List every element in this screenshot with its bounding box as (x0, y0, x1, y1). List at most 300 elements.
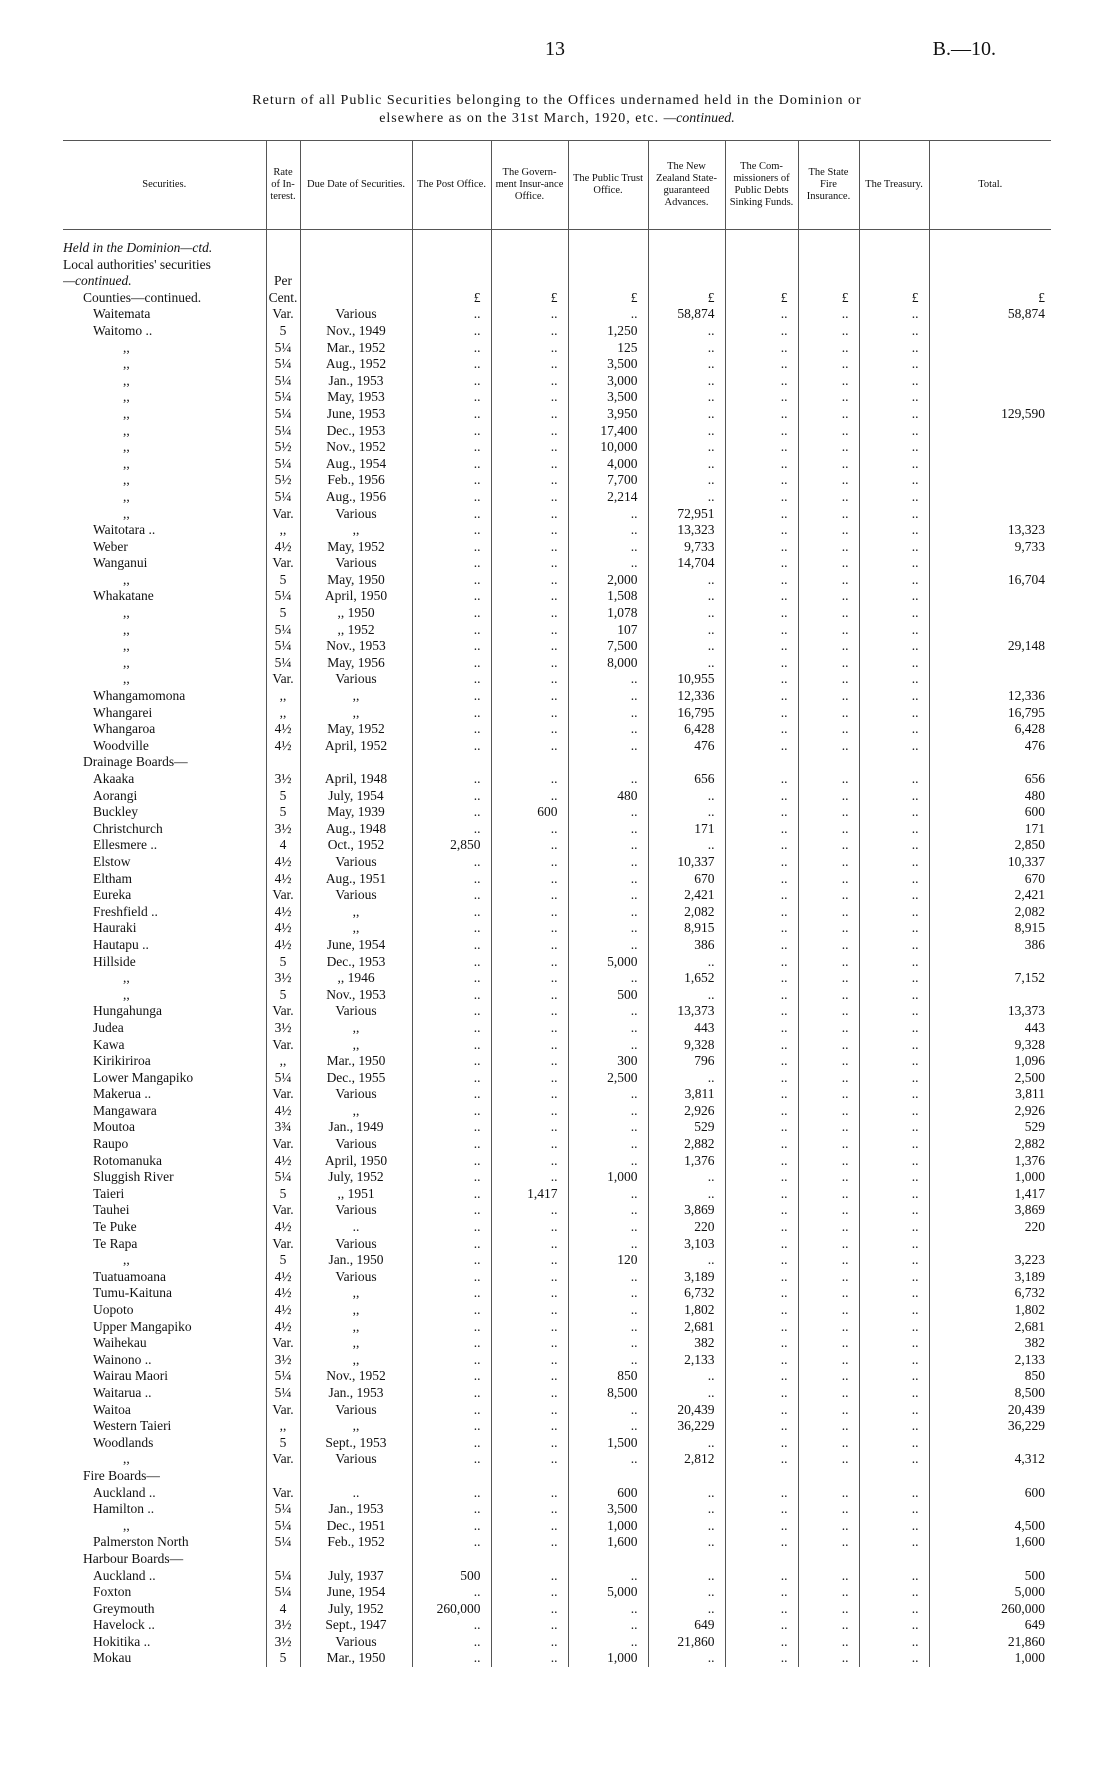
public-trust-cell: 3,500 (568, 389, 648, 406)
table-row (63, 1070, 1051, 1087)
state-fire-cell (798, 257, 859, 274)
rate-cell: 4½ (266, 721, 300, 738)
treasury-cell: .. (859, 887, 929, 904)
state-advances-cell: 9,328 (648, 1037, 725, 1054)
table-row (63, 1053, 1051, 1070)
total-cell (929, 423, 1051, 440)
state-advances-cell: .. (648, 1385, 725, 1402)
security-name-cell: Hungahunga (93, 1003, 162, 1019)
post-office-cell: .. (412, 1020, 491, 1037)
state-advances-cell: 10,955 (648, 671, 725, 688)
public-trust-cell: .. (568, 1601, 648, 1618)
sinking-funds-cell (725, 257, 798, 274)
security-name-cell: Wairau Maori (93, 1368, 169, 1384)
title-line2: elsewhere as on the 31st March, 1920, etc. (379, 111, 660, 126)
rate-cell: 4½ (266, 937, 300, 954)
treasury-cell: .. (859, 1352, 929, 1369)
rate-cell: Per (266, 273, 300, 290)
sinking-funds-cell: .. (725, 1086, 798, 1103)
table-row (63, 572, 1051, 589)
table-row (63, 1153, 1051, 1170)
security-name-cell: Hamilton .. (93, 1501, 155, 1517)
security-name-cell: Buckley (93, 804, 138, 820)
total-cell: 500 (929, 1568, 1051, 1585)
treasury-cell: .. (859, 472, 929, 489)
govt-insurance-cell: .. (491, 1153, 568, 1170)
post-office-cell: .. (412, 1534, 491, 1551)
sinking-funds-cell: .. (725, 1119, 798, 1136)
public-trust-cell: 8,000 (568, 655, 648, 672)
rate-cell: 5¼ (266, 588, 300, 605)
security-name-cell: Hautapu .. (93, 936, 149, 952)
rate-cell: 5¼ (266, 638, 300, 655)
due-date-cell: July, 1952 (300, 1601, 412, 1618)
state-advances-cell (648, 273, 725, 290)
state-advances-cell: 58,874 (648, 306, 725, 323)
govt-insurance-cell: .. (491, 821, 568, 838)
govt-insurance-cell: .. (491, 1302, 568, 1319)
table-row (63, 1568, 1051, 1585)
security-name-cell: Kirikiriroa (93, 1053, 151, 1069)
post-office-cell (412, 1468, 491, 1485)
sinking-funds-cell: .. (725, 721, 798, 738)
rate-cell: 5¼ (266, 1169, 300, 1186)
public-trust-cell: 1,500 (568, 1435, 648, 1452)
govt-insurance-cell: .. (491, 423, 568, 440)
public-trust-cell: 1,078 (568, 605, 648, 622)
total-cell (929, 472, 1051, 489)
table-row (63, 240, 1051, 257)
post-office-cell: .. (412, 987, 491, 1004)
sinking-funds-cell: .. (725, 323, 798, 340)
due-date-cell: ,, (300, 1335, 412, 1352)
post-office-cell: .. (412, 1634, 491, 1651)
table-row (63, 904, 1051, 921)
table-row (63, 788, 1051, 805)
govt-insurance-cell: .. (491, 1086, 568, 1103)
treasury-cell (859, 1551, 929, 1568)
govt-insurance-cell: .. (491, 871, 568, 888)
sinking-funds-cell: .. (725, 1252, 798, 1269)
treasury-cell: .. (859, 1086, 929, 1103)
due-date-cell: Aug., 1952 (300, 356, 412, 373)
due-date-cell: ,, (300, 1037, 412, 1054)
due-date-cell: ,, (300, 904, 412, 921)
post-office-cell: .. (412, 904, 491, 921)
security-name-cell: Sluggish River (93, 1169, 174, 1185)
table-row (63, 439, 1051, 456)
due-date-cell: Jan., 1950 (300, 1252, 412, 1269)
govt-insurance-cell (491, 754, 568, 771)
total-cell (929, 356, 1051, 373)
total-cell: 3,189 (929, 1269, 1051, 1286)
sinking-funds-cell: .. (725, 638, 798, 655)
sinking-funds-cell: .. (725, 1003, 798, 1020)
public-trust-cell (568, 1551, 648, 1568)
state-fire-cell: £ (798, 290, 859, 307)
treasury-cell: .. (859, 1136, 929, 1153)
security-name-cell: ,, (123, 638, 130, 654)
total-cell: 1,096 (929, 1053, 1051, 1070)
public-trust-cell: 2,500 (568, 1070, 648, 1087)
state-advances-cell: 8,915 (648, 920, 725, 937)
due-date-cell: Nov., 1952 (300, 439, 412, 456)
post-office-cell: .. (412, 1186, 491, 1203)
total-cell: 2,500 (929, 1070, 1051, 1087)
sinking-funds-cell: .. (725, 1518, 798, 1535)
security-name-cell: Fire Boards— (83, 1467, 160, 1483)
due-date-cell: ,, 1946 (300, 970, 412, 987)
security-name-cell: Waitemata (93, 306, 151, 322)
due-date-cell: May, 1952 (300, 721, 412, 738)
state-advances-cell: 6,428 (648, 721, 725, 738)
govt-insurance-cell: .. (491, 572, 568, 589)
table-row (63, 1650, 1051, 1667)
due-date-cell: June, 1953 (300, 406, 412, 423)
govt-insurance-cell: .. (491, 340, 568, 357)
state-advances-cell: £ (648, 290, 725, 307)
table-row (63, 1219, 1051, 1236)
sinking-funds-cell: .. (725, 854, 798, 871)
table-row (63, 721, 1051, 738)
due-date-cell (300, 1468, 412, 1485)
sinking-funds-cell (725, 1551, 798, 1568)
security-name-cell: ,, (123, 405, 130, 421)
col-state-fire-header: The State Fire Insurance. (798, 141, 859, 230)
total-cell: 3,869 (929, 1202, 1051, 1219)
treasury-cell: .. (859, 306, 929, 323)
post-office-cell: 2,850 (412, 837, 491, 854)
state-fire-cell: .. (798, 1285, 859, 1302)
public-trust-cell: 2,214 (568, 489, 648, 506)
public-trust-cell (568, 273, 648, 290)
state-advances-cell: .. (648, 1501, 725, 1518)
state-fire-cell: .. (798, 1402, 859, 1419)
table-row (63, 323, 1051, 340)
state-fire-cell: .. (798, 1518, 859, 1535)
treasury-cell: .. (859, 1119, 929, 1136)
post-office-cell: .. (412, 1319, 491, 1336)
rate-cell: 5¼ (266, 1584, 300, 1601)
post-office-cell: .. (412, 423, 491, 440)
sinking-funds-cell: .. (725, 1037, 798, 1054)
sinking-funds-cell: .. (725, 1269, 798, 1286)
total-cell: 29,148 (929, 638, 1051, 655)
state-fire-cell: .. (798, 1319, 859, 1336)
total-cell: 443 (929, 1020, 1051, 1037)
state-fire-cell: .. (798, 904, 859, 921)
table-row (63, 671, 1051, 688)
state-fire-cell: .. (798, 1584, 859, 1601)
treasury-cell: .. (859, 1319, 929, 1336)
table-row (63, 522, 1051, 539)
state-fire-cell: .. (798, 1136, 859, 1153)
state-fire-cell: .. (798, 1534, 859, 1551)
sinking-funds-cell: .. (725, 1302, 798, 1319)
govt-insurance-cell: .. (491, 1285, 568, 1302)
due-date-cell: Various (300, 1003, 412, 1020)
state-fire-cell: .. (798, 1169, 859, 1186)
security-name-cell: Hauraki (93, 920, 137, 936)
due-date-cell: Aug., 1948 (300, 821, 412, 838)
treasury-cell: .. (859, 688, 929, 705)
state-fire-cell: .. (798, 854, 859, 871)
state-advances-cell: .. (648, 572, 725, 589)
total-cell: 8,915 (929, 920, 1051, 937)
table-row (63, 472, 1051, 489)
post-office-cell: .. (412, 389, 491, 406)
sinking-funds-cell: .. (725, 1285, 798, 1302)
govt-insurance-cell (491, 257, 568, 274)
state-fire-cell: .. (798, 688, 859, 705)
treasury-cell: .. (859, 1302, 929, 1319)
treasury-cell: .. (859, 1070, 929, 1087)
state-advances-cell: 13,323 (648, 522, 725, 539)
table-row (63, 1451, 1051, 1468)
public-trust-cell: .. (568, 506, 648, 523)
post-office-cell: .. (412, 1252, 491, 1269)
state-advances-cell: 670 (648, 871, 725, 888)
govt-insurance-cell: .. (491, 1202, 568, 1219)
rate-cell: 4½ (266, 1103, 300, 1120)
rate-cell: 5¼ (266, 406, 300, 423)
state-fire-cell: .. (798, 1186, 859, 1203)
table-row (63, 1435, 1051, 1452)
total-cell (929, 1468, 1051, 1485)
state-fire-cell: .. (798, 1634, 859, 1651)
security-name-cell: Waitoa (93, 1401, 131, 1417)
state-advances-cell: 2,681 (648, 1319, 725, 1336)
govt-insurance-cell: .. (491, 1136, 568, 1153)
due-date-cell: Jan., 1953 (300, 1385, 412, 1402)
state-advances-cell: .. (648, 356, 725, 373)
rate-cell: ,, (266, 688, 300, 705)
sinking-funds-cell: .. (725, 572, 798, 589)
post-office-cell: .. (412, 456, 491, 473)
sinking-funds-cell: .. (725, 506, 798, 523)
due-date-cell: May, 1953 (300, 389, 412, 406)
total-cell: 16,704 (929, 572, 1051, 589)
post-office-cell: .. (412, 1236, 491, 1253)
security-name-cell: ,, (123, 970, 130, 986)
due-date-cell: Nov., 1953 (300, 638, 412, 655)
treasury-cell: .. (859, 389, 929, 406)
total-cell: 382 (929, 1335, 1051, 1352)
due-date-cell: Dec., 1955 (300, 1070, 412, 1087)
govt-insurance-cell: .. (491, 738, 568, 755)
due-date-cell: Feb., 1956 (300, 472, 412, 489)
due-date-cell: May, 1952 (300, 539, 412, 556)
state-advances-cell: .. (648, 1070, 725, 1087)
state-fire-cell: .. (798, 771, 859, 788)
table-row (63, 1020, 1051, 1037)
treasury-cell: .. (859, 605, 929, 622)
public-trust-cell: .. (568, 937, 648, 954)
state-advances-cell: .. (648, 1534, 725, 1551)
total-cell: 656 (929, 771, 1051, 788)
public-trust-cell: 1,508 (568, 588, 648, 605)
security-name-cell: Te Puke (93, 1219, 137, 1235)
table-row (63, 821, 1051, 838)
state-fire-cell: .. (798, 1435, 859, 1452)
total-cell (929, 489, 1051, 506)
col-sinking-funds-header: The Com-missioners of Public Debts Sinking Funds. (725, 141, 798, 230)
rate-cell: 4 (266, 1601, 300, 1618)
state-advances-cell: .. (648, 1601, 725, 1618)
govt-insurance-cell: .. (491, 389, 568, 406)
sinking-funds-cell: .. (725, 671, 798, 688)
table-row (63, 738, 1051, 755)
public-trust-cell: £ (568, 290, 648, 307)
security-name-cell: Makerua .. (93, 1086, 152, 1102)
security-name-cell: ,, (123, 439, 130, 455)
post-office-cell: .. (412, 954, 491, 971)
table-row (63, 1302, 1051, 1319)
table-row (63, 273, 1051, 290)
due-date-cell: Sept., 1953 (300, 1435, 412, 1452)
rate-cell: Var. (266, 306, 300, 323)
total-cell (929, 456, 1051, 473)
total-cell: 600 (929, 1485, 1051, 1502)
treasury-cell: .. (859, 904, 929, 921)
table-row (63, 1186, 1051, 1203)
treasury-cell: .. (859, 572, 929, 589)
security-name-cell: Wainono .. (93, 1351, 152, 1367)
security-name-cell: Tauhei (93, 1202, 130, 1218)
public-trust-cell: .. (568, 1634, 648, 1651)
state-advances-cell: 9,733 (648, 539, 725, 556)
post-office-cell: .. (412, 588, 491, 605)
total-cell: 649 (929, 1617, 1051, 1634)
col-govt-insurance-header: The Govern-ment Insur-ance Office. (491, 141, 568, 230)
rate-cell: 5 (266, 987, 300, 1004)
state-advances-cell: 476 (648, 738, 725, 755)
post-office-cell: .. (412, 506, 491, 523)
govt-insurance-cell: .. (491, 1219, 568, 1236)
state-fire-cell: .. (798, 1153, 859, 1170)
treasury-cell: .. (859, 788, 929, 805)
govt-insurance-cell: .. (491, 987, 568, 1004)
govt-insurance-cell: .. (491, 970, 568, 987)
due-date-cell: Various (300, 671, 412, 688)
public-trust-cell: 10,000 (568, 439, 648, 456)
govt-insurance-cell: 600 (491, 804, 568, 821)
govt-insurance-cell: .. (491, 456, 568, 473)
security-name-cell: Tumu-Kaituna (93, 1285, 173, 1301)
total-cell (929, 273, 1051, 290)
due-date-cell: April, 1950 (300, 588, 412, 605)
public-trust-cell: .. (568, 887, 648, 904)
public-trust-cell: 7,500 (568, 638, 648, 655)
state-fire-cell: .. (798, 1418, 859, 1435)
public-trust-cell: .. (568, 1153, 648, 1170)
state-advances-cell: .. (648, 1485, 725, 1502)
post-office-cell: .. (412, 323, 491, 340)
rate-cell: Var. (266, 671, 300, 688)
treasury-cell: .. (859, 1501, 929, 1518)
rate-cell: 4½ (266, 1153, 300, 1170)
security-name-cell: Palmerston North (93, 1534, 189, 1550)
sinking-funds-cell: .. (725, 472, 798, 489)
govt-insurance-cell: £ (491, 290, 568, 307)
due-date-cell: Various (300, 1086, 412, 1103)
security-name-cell: Waitotara .. (93, 522, 156, 538)
sinking-funds-cell: .. (725, 522, 798, 539)
post-office-cell: .. (412, 340, 491, 357)
govt-insurance-cell: .. (491, 1070, 568, 1087)
rate-cell: Var. (266, 887, 300, 904)
public-trust-cell: 2,000 (568, 572, 648, 589)
table-row (63, 389, 1051, 406)
public-trust-cell: .. (568, 1086, 648, 1103)
post-office-cell: .. (412, 1037, 491, 1054)
total-cell (929, 323, 1051, 340)
state-fire-cell: .. (798, 721, 859, 738)
state-fire-cell: .. (798, 373, 859, 390)
security-name-cell: ,, (123, 1517, 130, 1533)
table-row (63, 1202, 1051, 1219)
rate-cell: Var. (266, 1402, 300, 1419)
state-advances-cell: .. (648, 1650, 725, 1667)
govt-insurance-cell: .. (491, 1053, 568, 1070)
post-office-cell: .. (412, 1335, 491, 1352)
govt-insurance-cell (491, 1468, 568, 1485)
treasury-cell: .. (859, 1451, 929, 1468)
post-office-cell: .. (412, 1003, 491, 1020)
security-name-cell: Kawa (93, 1036, 125, 1052)
rate-cell: 4½ (266, 920, 300, 937)
state-fire-cell: .. (798, 456, 859, 473)
treasury-cell: .. (859, 588, 929, 605)
sinking-funds-cell: .. (725, 1236, 798, 1253)
public-trust-cell: .. (568, 1219, 648, 1236)
sinking-funds-cell: £ (725, 290, 798, 307)
state-fire-cell: .. (798, 1119, 859, 1136)
govt-insurance-cell: .. (491, 1568, 568, 1585)
due-date-cell: ,, (300, 920, 412, 937)
security-name-cell: Aorangi (93, 787, 138, 803)
public-trust-cell: .. (568, 306, 648, 323)
govt-insurance-cell: .. (491, 1601, 568, 1618)
rate-cell: 5 (266, 605, 300, 622)
post-office-cell: .. (412, 671, 491, 688)
rate-cell: Var. (266, 1202, 300, 1219)
security-name-cell: Freshfield .. (93, 903, 158, 919)
post-office-cell: .. (412, 439, 491, 456)
total-cell (929, 439, 1051, 456)
treasury-cell (859, 257, 929, 274)
public-trust-cell: .. (568, 671, 648, 688)
rate-cell (266, 257, 300, 274)
govt-insurance-cell: .. (491, 671, 568, 688)
state-fire-cell: .. (798, 340, 859, 357)
treasury-cell: .. (859, 937, 929, 954)
treasury-cell: .. (859, 804, 929, 821)
security-name-cell: Hillside (93, 953, 136, 969)
govt-insurance-cell: .. (491, 555, 568, 572)
security-name-cell: Rotomanuka (93, 1152, 162, 1168)
state-fire-cell: .. (798, 1485, 859, 1502)
govt-insurance-cell: .. (491, 1518, 568, 1535)
post-office-cell: .. (412, 871, 491, 888)
state-fire-cell: .. (798, 705, 859, 722)
total-cell: 1,600 (929, 1534, 1051, 1551)
table-row (63, 954, 1051, 971)
govt-insurance-cell: .. (491, 887, 568, 904)
table-header-row (63, 141, 1051, 230)
table-row (63, 1617, 1051, 1634)
sinking-funds-cell: .. (725, 738, 798, 755)
